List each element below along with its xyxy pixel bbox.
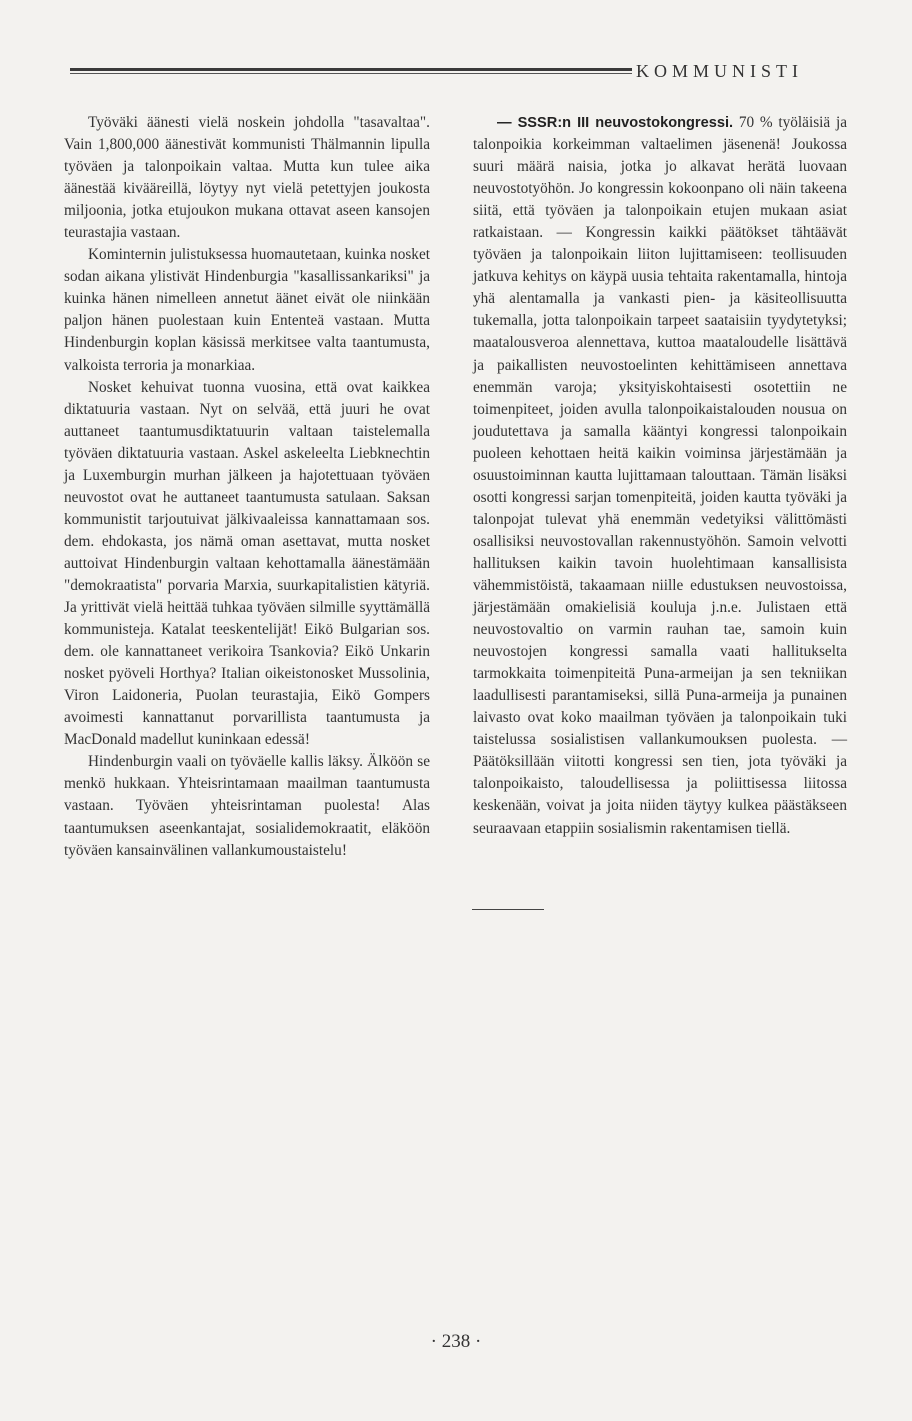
page-number: · 238 · (430, 1331, 482, 1352)
header-rule (70, 68, 632, 75)
right-paragraph-text: 70 % työläisiä ja talonpoikia korkeimman valtaelimen jäsenenä! Joukossa suuri määrä naisia, jotka jo alkavat herätä luovaan neuvostotyöhön. Jo kongressin kokoonpano oli näin takeena siitä, että työväen ja talonpoikain etujen mukaan asiat ratkaistaan. — Kongressin kaikki päätökset tähtäävät työväen ja talonpoikain liiton lujittamiseen: teollisuuden jatkuva kehitys on käypä uusia tehtaita rakentamalla, hintoja yhä alentamalla ja vankasti pien- ja käsiteollisuutta tukemalla, jotta talonpoikain tarpeet saataisiin tyydytetyksi; maatalousveroa alennettava, kuttoa maataloudelle lisättävä ja paikallisten neuvostoelinten kehittämiseen annettava enemmän varoja; yksityiskohtaisesti osotettiin ne toimenpiteet, joiden avulla talonpoikaistalouden nousua on joudutettava ja samalla kääntyi kongressi talonpoikain puoleen kehottaen heitä kaikin voiminsa järjestämään ja osuustoiminnan kautta lujittamaan talouttaan. Tämän lisäksi osotti kongressi sarjan tomenpiteitä, joiden kautta työväki ja talonpojat tulevat yhä enemmän vedetyiksi välittömästi osallisiksi neuvostovallan rakennustyöhön. Samoin velvotti hallituksen kaikin tavoin huolehtimaan kansallisista vähemmistöistä, takaamaan niille edustuksen neuvostoissa, järjestämään omakielisiä kouluja j.n.e. Julistaen että neuvostovaltio on varmin rauhan tae, samoin kuin neuvostojen kongressi samalla vaati hallitukselta tarmokkaita toimenpiteitä Puna-armeijan ja sen tekniikan laadullisesti parantamiseksi, sillä Puna-armeija ja punainen laivasto ovat koko maailman työväen ja talonpoikain tuki taistelussa sosialistisen vallankumouksen puolesta. — Päätöksillään viitotti kongressi sen tien, jota työväki ja talonpoikaisto, taloudellisessa ja poliittisessa liitossa keskenään, voivat ja joita niiden täytyy kulkea päästäkseen seuraavaan etappiin sosialismin rakentamisen tiellä. (473, 114, 847, 837)
left-paragraph-1: Työväki äänesti vielä noskein johdolla "tasavaltaa". Vain 1,800,000 äänestivät kommunisti Thälmannin lipulla työväen ja talonpoikain valtaa. Mutta kun tulee aika äänestää kivääreillä, löytyy nyt vielä petettyjen joukosta miljoonia, jotka etujoukon mukana ottavat aseen kansojen teurastajia vastaan. (64, 114, 430, 242)
article-heading: — SSSR:n III neuvostokongressi. (497, 115, 734, 131)
running-head: KOMMUNISTI (636, 61, 803, 81)
left-paragraph-4: Hindenburgin vaali on työväelle kallis läksy. Älköön se menkö hukkaan. Yhteisrintamaan maailman taantumusta vastaan. Työväen yhteisrintaman puolesta! Alas taantumuksen aseenkantajat, sosialidemokraatit, eläköön työväen kansainvälinen vallankumoustaistelu! (64, 753, 430, 859)
left-paragraph-2: Kominternin julistuksessa huomautetaan, kuinka nosket sodan aikana ylistivät Hindenburgia "kasallissankariksi" ja kuinka hänen nimelleen annetut äänet eivät ole niinkään paljon hänen puolestaan kuin Ententeä vastaan. Mutta Hindenburgin koplan käsissä merkitsee valta taantumusta, valkoista terroria ja monarkiaa. (64, 246, 430, 374)
section-end-rule (472, 909, 544, 910)
right-paragraph-1 (473, 112, 847, 840)
left-paragraph-3: Nosket kehuivat tuonna vuosina, että ovat kaikkea diktatuuria vastaan. Nyt on selvää, että juuri he ovat auttaneet taantumusdiktatuurin valtaan taistelemalla työväen diktatuuria vastaan. Askel askeleelta Liebknechtin ja Luxemburgin murhan jälkeen ja hajotettuaan työväen neuvostot ovat he auttaneet taantumusta satulaan. Saksan kommunistit tarjoutuivat jälkivaaleissa kannattamaan sos. dem. ehdokasta, jos nämä oman asettavat, mutta nosket auttoivat Hindenburgin valtaan kehottamalla äänestämään "demokraatista" porvaria Marxia, suurkapitalistien kätyriä. Ja yrittivät vielä heittää tuhkaa työväen silmille syyttämällä kommunisteja. Katalat teeskentelijät! Eikö Bulgarian sos. dem. ole kannattaneet verikoira Tsankovia? Eikö Unkarin nosket pyöveli Horthya? Italian oikeistonosket Mussolinia, Viron Laidoneria, Puolan teurastajia, Eikö Gompers avoimesti kannattanut porvarillista taantumusta ja MacDonald madellut kuninkaan edessä! (64, 378, 430, 749)
right-column (473, 112, 847, 840)
left-column (64, 112, 430, 862)
